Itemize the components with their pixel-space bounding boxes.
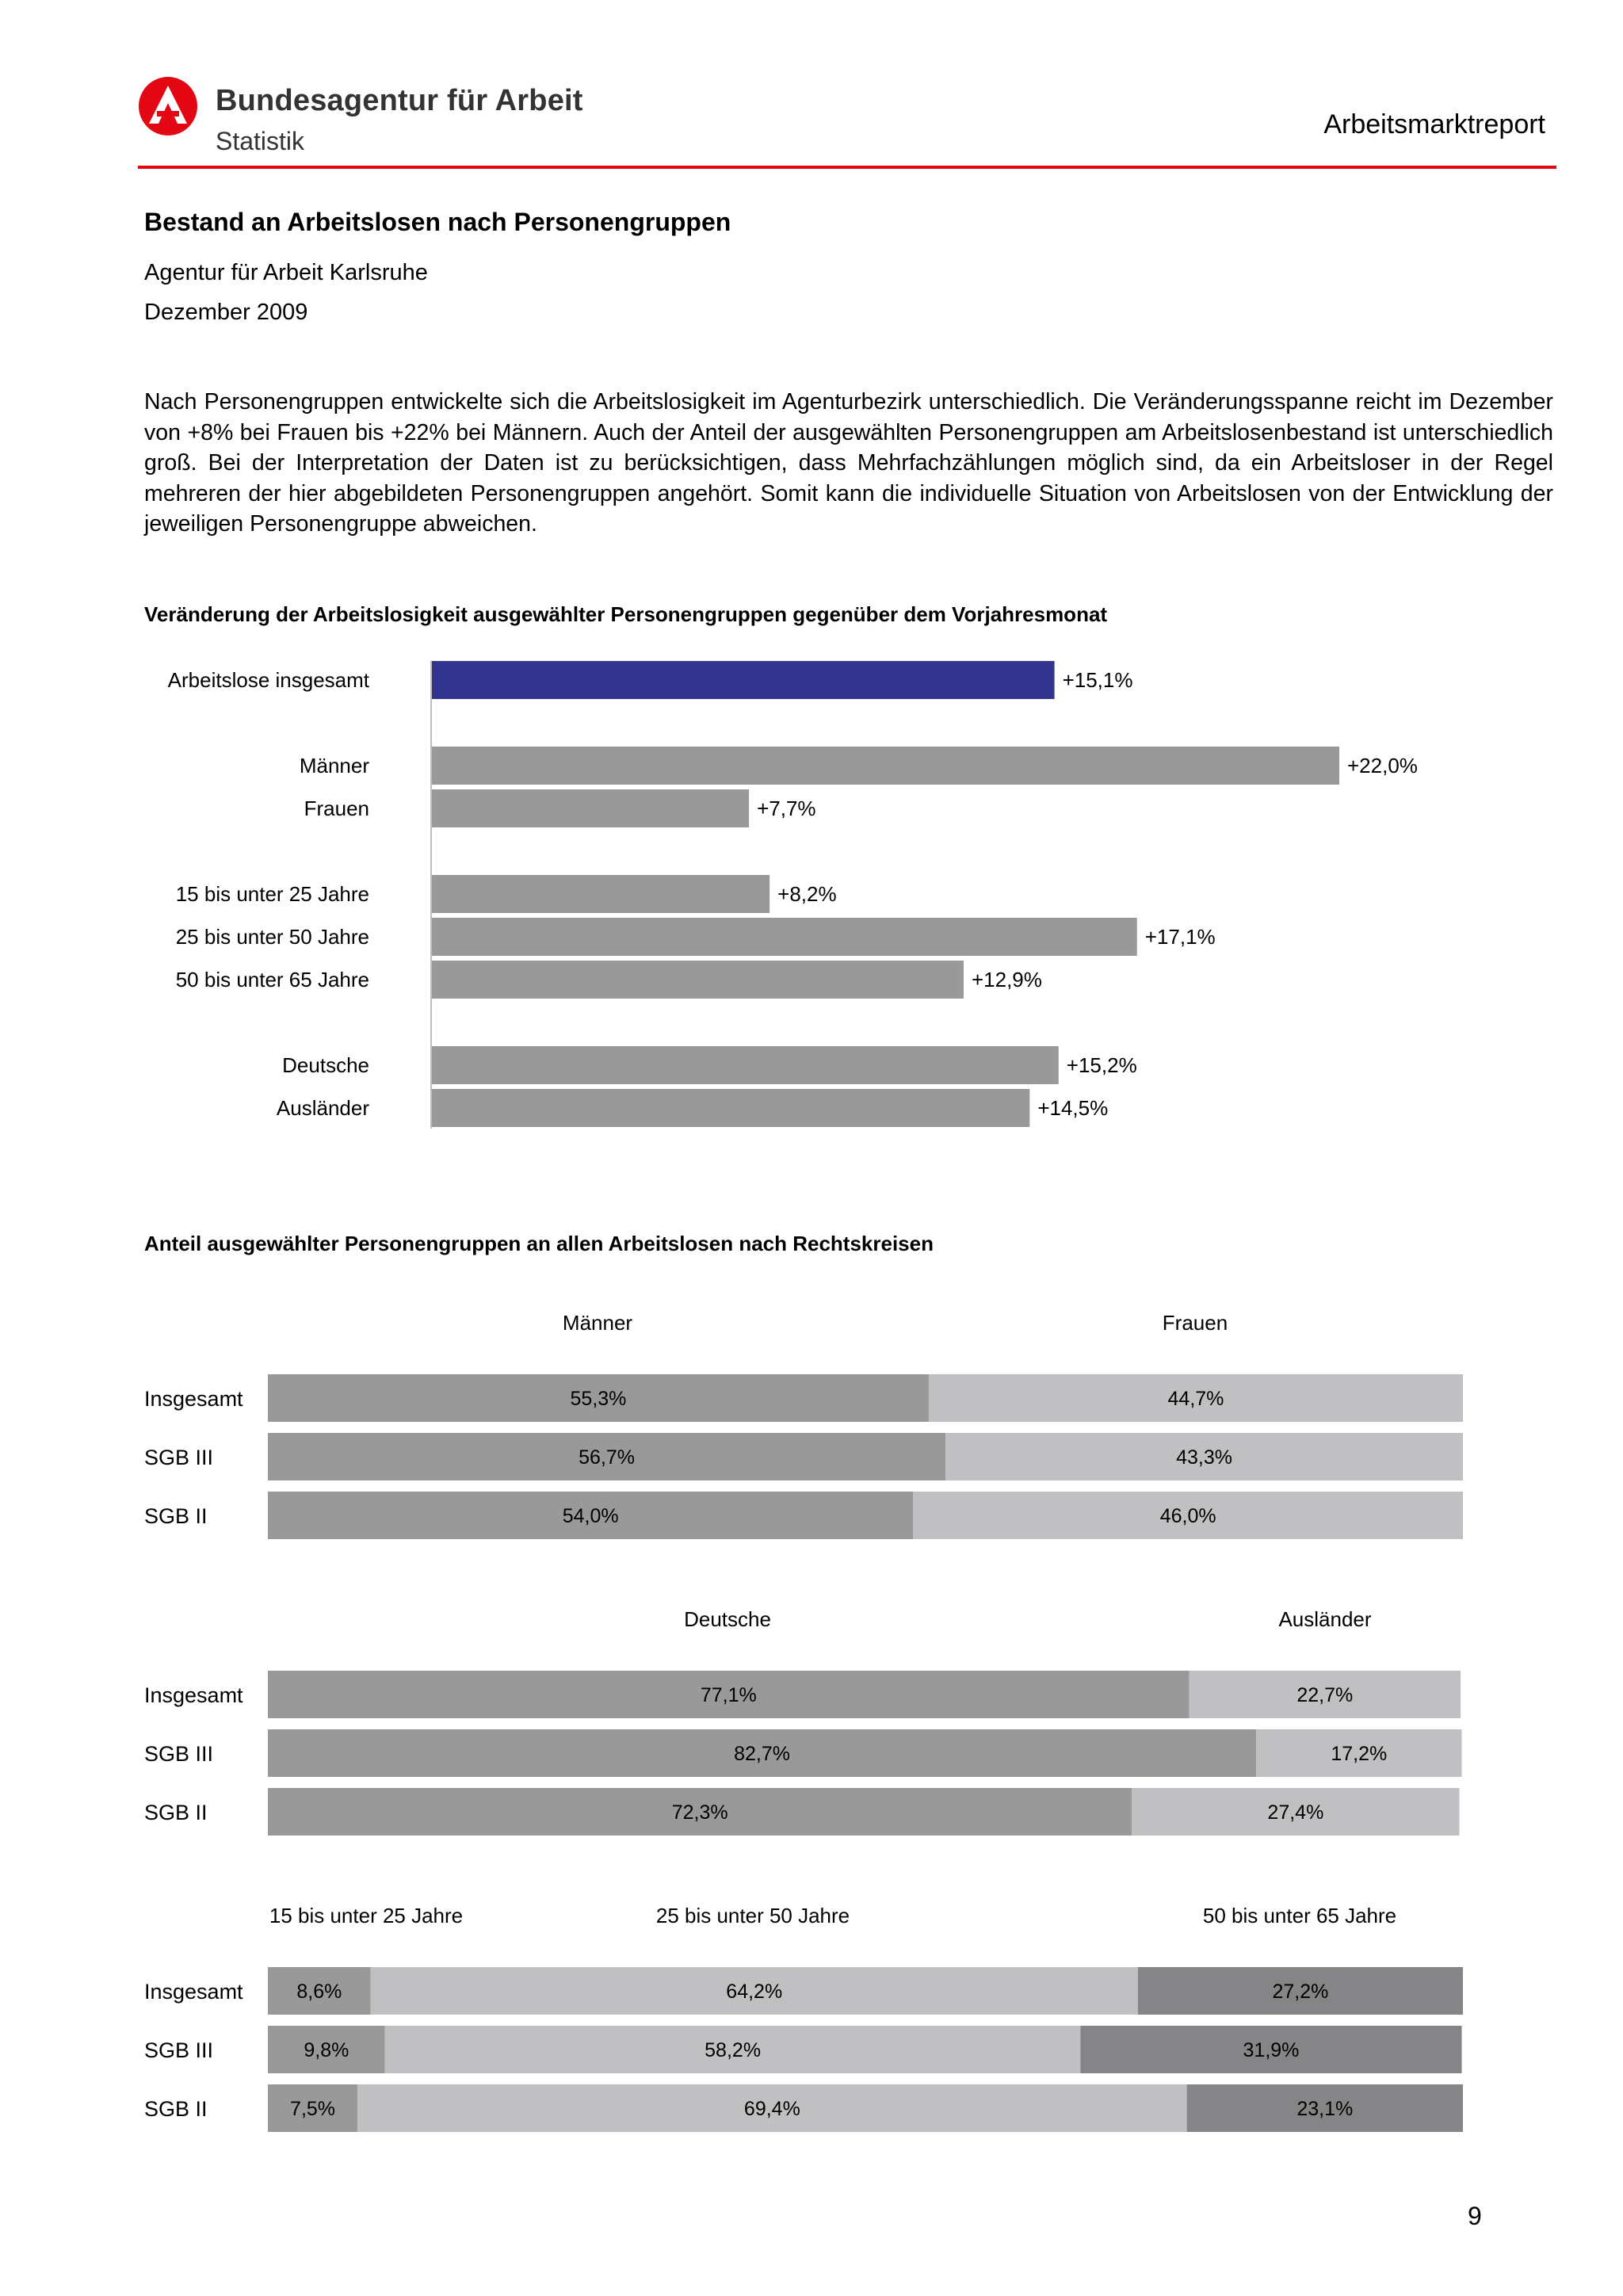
segment-value-label: 58,2%	[705, 2039, 762, 2061]
chart-1-title: Veränderung der Arbeitslosigkeit ausgewählter Personengruppen gegenüber dem Vorjahresmonat	[144, 602, 1108, 626]
series-header: 50 bis unter 65 Jahre	[1202, 1904, 1397, 1927]
category-label: 25 bis unter 50 Jahre	[175, 925, 369, 949]
value-label: +14,5%	[1037, 1096, 1109, 1120]
bar	[431, 1089, 1029, 1127]
segment-value-label: 22,7%	[1296, 1684, 1354, 1706]
agency-name: Agentur für Arbeit Karlsruhe	[144, 260, 428, 285]
segment-value-label: 69,4%	[743, 2098, 800, 2120]
segment-value-label: 9,8%	[304, 2039, 349, 2061]
category-label: Männer	[299, 754, 369, 777]
segment-value-label: 72,3%	[671, 1801, 728, 1824]
series-header: Deutsche	[684, 1607, 771, 1631]
brand-name: Bundesagentur für Arbeit	[216, 84, 583, 117]
header-divider	[138, 166, 1556, 169]
segment-value-label: 31,9%	[1243, 2039, 1300, 2061]
series-header: 15 bis unter 25 Jahre	[269, 1904, 464, 1927]
segment-value-label: 64,2%	[726, 1981, 783, 2003]
segment-value-label: 55,3%	[570, 1388, 627, 1410]
segment-value-label: 7,5%	[290, 2098, 336, 2120]
change-bar-chart	[0, 650, 1623, 1157]
segment-value-label: 17,2%	[1331, 1743, 1388, 1765]
value-label: +8,2%	[777, 882, 837, 906]
segment-value-label: 44,7%	[1167, 1388, 1224, 1410]
row-label: SGB III	[144, 2038, 214, 2062]
series-header: Männer	[562, 1311, 633, 1335]
page-title: Bestand an Arbeitslosen nach Personengruppen	[144, 208, 731, 236]
bar	[431, 875, 769, 913]
segment-value-label: 23,1%	[1296, 2098, 1354, 2120]
segment-value-label: 54,0%	[562, 1505, 619, 1527]
segment-value-label: 82,7%	[734, 1743, 791, 1765]
brand-subtitle: Statistik	[216, 127, 305, 155]
bar	[431, 789, 749, 827]
bar	[431, 747, 1339, 785]
segment-value-label: 8,6%	[296, 1981, 342, 2003]
report-period: Dezember 2009	[144, 300, 308, 325]
series-header: 25 bis unter 50 Jahre	[655, 1904, 850, 1927]
value-label: +7,7%	[757, 797, 816, 820]
share-stacked-bar-chart	[0, 1308, 1623, 2148]
row-label: SGB III	[144, 1742, 214, 1766]
category-label: Ausländer	[276, 1096, 369, 1120]
page-number: 9	[1468, 2202, 1482, 2230]
intro-paragraph: Nach Personengruppen entwickelte sich die Arbeitslosigkeit im Agenturbezirk unterschiedlich. Die Veränderungsspanne reicht im Dezember von +8% bei Frauen bis +22% bei Männern. Auch der Anteil der ausgewählten Personengruppen am Arbeitslosenbestand ist unterschiedlich groß. Bei der Interpretation der Daten ist zu berücksichtigen, dass Mehrfachzählungen möglich sind, da ein Arbeitsloser in der Regel mehreren der hier abgebildeten Personengruppen angehört. Somit kann die individuelle Situation von Arbeitslosen von der Entwicklung der jeweiligen Personengruppe abweichen.	[144, 389, 1553, 537]
row-label: Insgesamt	[144, 1387, 243, 1411]
row-label: Insgesamt	[144, 1683, 243, 1707]
segment-value-label: 77,1%	[700, 1684, 757, 1706]
category-label: 50 bis unter 65 Jahre	[175, 968, 369, 991]
series-header: Frauen	[1162, 1311, 1228, 1335]
category-label: Frauen	[304, 797, 369, 820]
row-label: Insgesamt	[144, 1980, 243, 2004]
row-label: SGB II	[144, 1504, 208, 1528]
value-label: +12,9%	[971, 968, 1042, 991]
ba-logo-icon	[138, 76, 198, 136]
report-name: Arbeitsmarktreport	[1323, 109, 1545, 139]
segment-value-label: 46,0%	[1159, 1505, 1216, 1527]
series-header: Ausländer	[1278, 1607, 1372, 1631]
segment-value-label: 43,3%	[1176, 1446, 1232, 1469]
chart-2-title: Anteil ausgewählter Personengruppen an allen Arbeitslosen nach Rechtskreisen	[144, 1232, 934, 1255]
value-label: +17,1%	[1144, 925, 1216, 949]
value-label: +15,2%	[1066, 1053, 1137, 1077]
row-label: SGB II	[144, 1801, 208, 1824]
bar	[431, 961, 964, 999]
row-label: SGB III	[144, 1446, 214, 1469]
category-label: Arbeitslose insgesamt	[167, 668, 369, 692]
bar	[431, 1046, 1059, 1084]
segment-value-label: 56,7%	[579, 1446, 635, 1469]
bar	[431, 918, 1137, 956]
value-label: +22,0%	[1347, 754, 1418, 777]
category-label: Deutsche	[282, 1053, 369, 1077]
category-label: 15 bis unter 25 Jahre	[175, 882, 369, 906]
value-label: +15,1%	[1062, 668, 1133, 692]
row-label: SGB II	[144, 2097, 208, 2121]
segment-value-label: 27,2%	[1272, 1981, 1329, 2003]
segment-value-label: 27,4%	[1267, 1801, 1324, 1824]
bar	[431, 661, 1055, 699]
